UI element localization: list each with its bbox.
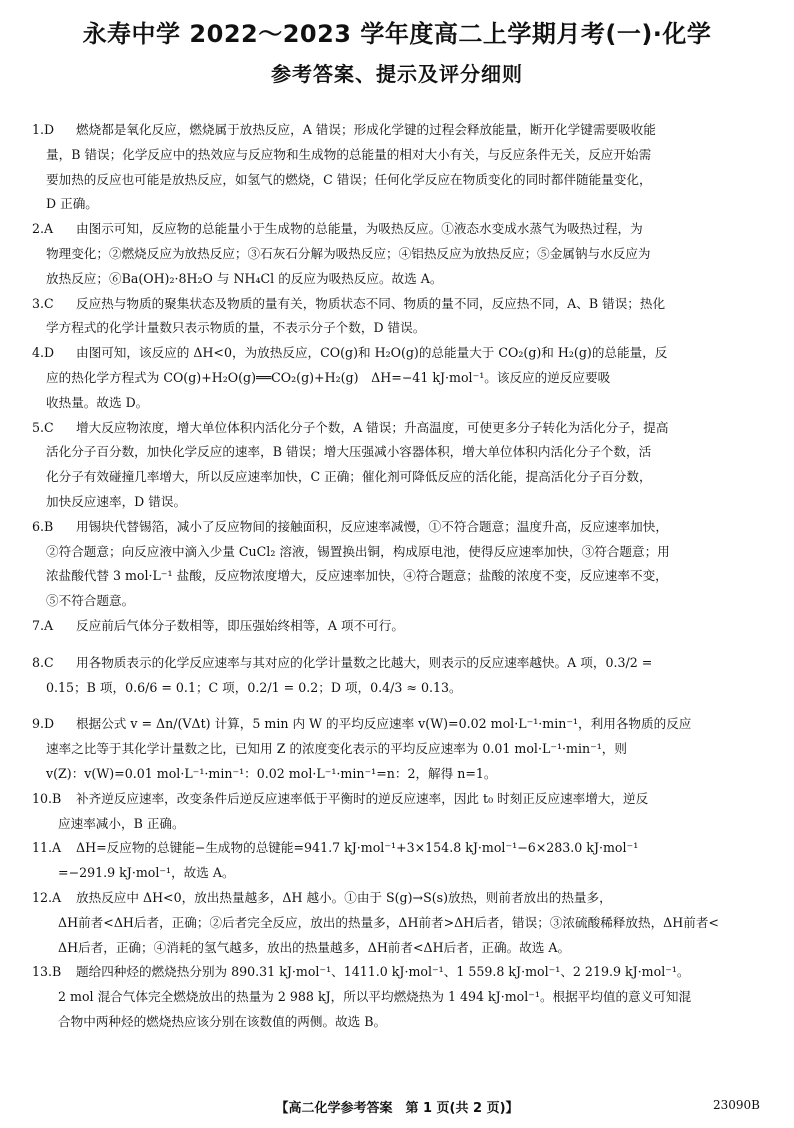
answer-number: 13.B xyxy=(32,964,62,980)
answer-line: ②符合题意；向反应液中滴入少量 CuCl₂ 溶液，锡置换出铜，构成原电池，使得反应速率加快，③符合题意；用 xyxy=(46,543,670,559)
answer-line: 加快反应速率，D 错误。 xyxy=(46,493,187,509)
answer-number: 11.A xyxy=(32,840,62,856)
answer-line: 化分子有效碰撞几率增大，所以反应速率加快，C 正确；催化剂可降低反应的活化能，提高活化分子百分数， xyxy=(46,469,652,485)
answer-item xyxy=(32,886,762,960)
answer-line: ΔH前者<ΔH后者，正确；②后者完全反应，放出的热量多，ΔH前者>ΔH后者，错误；③浓硫酸稀释放热，ΔH前者< xyxy=(58,914,719,930)
answer-item xyxy=(32,341,762,415)
answer-line: 合物中两种烃的燃烧热应该分别在该数值的两侧。故选 B。 xyxy=(58,1013,387,1029)
answer-number: 7.A xyxy=(32,617,54,633)
answer-number: 4.D xyxy=(32,345,55,361)
answer-line: 根据公式 v = Δn/(VΔt) 计算，5 min 内 W 的平均反应速率 v(W)=0.02 mol·L⁻¹·min⁻¹，利用各物质的反应 xyxy=(76,716,692,732)
answer-line: 活化分子百分数，加快化学反应的速率，B 错误；增大压强减小容器体积，增大单位体积内活化分子个数，活 xyxy=(46,444,652,460)
answer-line: 反应前后气体分子数相等，即压强始终相等，A 项不可行。 xyxy=(76,617,404,633)
answer-number: 3.C xyxy=(32,295,54,311)
answer-item xyxy=(32,292,762,342)
page-subtitle: 参考答案、提示及评分细则 xyxy=(271,62,523,86)
answer-item xyxy=(32,614,762,639)
answer-line: 反应热与物质的聚集状态及物质的量有关，物质状态不同、物质的量不同，反应热不同，A、B 错误；热化 xyxy=(76,295,666,311)
answer-line: ⑤不符合题意。 xyxy=(46,593,135,609)
answer-line: 燃烧都是氧化反应，燃烧属于放热反应，A 错误；形成化学键的过程会释放能量，断开化学键需要吸收能 xyxy=(76,122,656,137)
answer-line: 用各物质表示的化学反应速率与其对应的化学计量数之比越大，则表示的反应速率越快。A 项，0.3/2 = xyxy=(76,654,653,670)
answer-line: 2 mol 混合气体完全燃烧放出的热量为 2 988 kJ，所以平均燃烧热为 1 494 kJ·mol⁻¹。根据平均值的意义可知混 xyxy=(58,989,692,1005)
answer-number: 12.A xyxy=(32,889,62,905)
answer-item xyxy=(32,787,762,837)
page-footer: 【高二化学参考答案 第 1 页(共 2 页)】 xyxy=(275,1101,519,1116)
answer-line: 应的热化学方程式为 CO(g)+H₂O(g)══CO₂(g)+H₂(g) ΔH=−41 kJ·mol⁻¹。该反应的逆反应要吸 xyxy=(46,369,611,385)
answer-item xyxy=(32,960,762,1034)
answer-line: 量，B 错误；化学反应中的热效应与反应物和生成物的总能量的相对大小有关，与反应条件无关，反应开始需 xyxy=(46,146,652,162)
answer-line: 放热反应；⑥Ba(OH)₂·8H₂O 与 NH₄Cl 的反应为吸热反应。故选 A。 xyxy=(46,270,443,286)
answer-line: =−291.9 kJ·mol⁻¹，故选 A。 xyxy=(58,865,235,881)
answer-item xyxy=(32,651,762,701)
answer-number: 6.B xyxy=(32,518,54,534)
answer-line: 放热反应中 ΔH<0，放出热量越多，ΔH 越小。①由于 S(g)→S(s)放热，则前者放出的热量多， xyxy=(76,889,612,905)
answer-line: 要加热的反应也可能是放热反应，如氢气的燃烧，C 错误；任何化学反应在物质变化的同时都伴随能量变化， xyxy=(46,171,652,187)
answer-line: 由图示可知，反应物的总能量小于生成物的总能量，为吸热反应。①液态水变成水蒸气为吸热过程，为 xyxy=(76,221,643,237)
answer-line: 收热量。故选 D。 xyxy=(46,394,149,410)
answer-item xyxy=(32,217,762,291)
answer-line: 应速率减小，B 正确。 xyxy=(58,815,185,831)
answer-line: 由图可知，该反应的 ΔH<0，为放热反应，CO(g)和 H₂O(g)的总能量大于 CO₂(g)和 H₂(g)的总能量，反 xyxy=(76,345,668,361)
answer-line: v(Z)：v(W)=0.01 mol·L⁻¹·min⁻¹：0.02 mol·L⁻¹·min⁻¹=n：2，解得 n=1。 xyxy=(46,765,497,781)
answer-line: 题给四种烃的燃烧热分别为 890.31 kJ·mol⁻¹、1411.0 kJ·mol⁻¹、1 559.8 kJ·mol⁻¹、2 219.9 kJ·mol⁻¹。 xyxy=(76,964,690,980)
answer-line: ΔH=反应物的总键能−生成物的总键能=941.7 kJ·mol⁻¹+3×154.8 kJ·mol⁻¹−6×283.0 kJ·mol⁻¹ xyxy=(76,840,639,856)
answer-number: 10.B xyxy=(32,790,62,806)
answer-line: 物理变化；②燃烧反应为放热反应；③石灰石分解为吸热反应；④铝热反应为放热反应；⑤金属钠与水反应为 xyxy=(46,245,651,261)
answer-number: 1.D xyxy=(32,122,55,137)
answer-line: ΔH后者，正确；④消耗的氢气越多，放出的热量越多，ΔH前者<ΔH后者，正确。故选 A。 xyxy=(58,939,571,955)
answer-line: 增大反应物浓度，增大单位体积内活化分子个数，A 错误；升高温度，可使更多分子转化为活化分子，提高 xyxy=(76,419,669,435)
page-title: 永寿中学 2022～2023 学年度高二上学期月考(一)·化学 xyxy=(82,20,712,48)
document-code: 23090B xyxy=(713,1098,760,1112)
answer-number: 9.D xyxy=(32,716,55,732)
answer-item xyxy=(32,712,762,786)
answer-item xyxy=(32,515,762,614)
answer-line: 用锡块代替锡箔，减小了反应物间的接触面积，反应速率减慢，①不符合题意；温度升高，反应速率加快， xyxy=(76,518,668,534)
answer-line: 学方程式的化学计量数只表示物质的量，不表示分子个数，D 错误。 xyxy=(46,320,426,336)
answer-item xyxy=(32,836,762,886)
answer-number: 8.C xyxy=(32,654,54,670)
answer-number: 5.C xyxy=(32,419,54,435)
answer-number: 2.A xyxy=(32,221,54,237)
answer-line: 浓盐酸代替 3 mol·L⁻¹ 盐酸，反应物浓度增大，反应速率加快，④符合题意；盐酸的浓度不变，反应速率不变， xyxy=(46,568,668,584)
answer-item xyxy=(32,118,762,217)
answer-line: 速率之比等于其化学计量数之比，已知用 Z 的浓度变化表示的平均反应速率为 0.01 mol·L⁻¹·min⁻¹，则 xyxy=(46,741,627,757)
answer-item xyxy=(32,416,762,515)
answer-line: D 正确。 xyxy=(46,196,98,212)
answers-list xyxy=(32,118,762,1035)
answer-line: 补齐逆反应速率，改变条件后逆反应速率低于平衡时的逆反应速率，因此 t₀ 时刻正反应速率增大，逆反 xyxy=(76,790,649,806)
answer-line: 0.15；B 项，0.6/6 = 0.1；C 项，0.2/1 = 0.2；D 项，0.4/3 ≈ 0.13。 xyxy=(46,679,462,695)
